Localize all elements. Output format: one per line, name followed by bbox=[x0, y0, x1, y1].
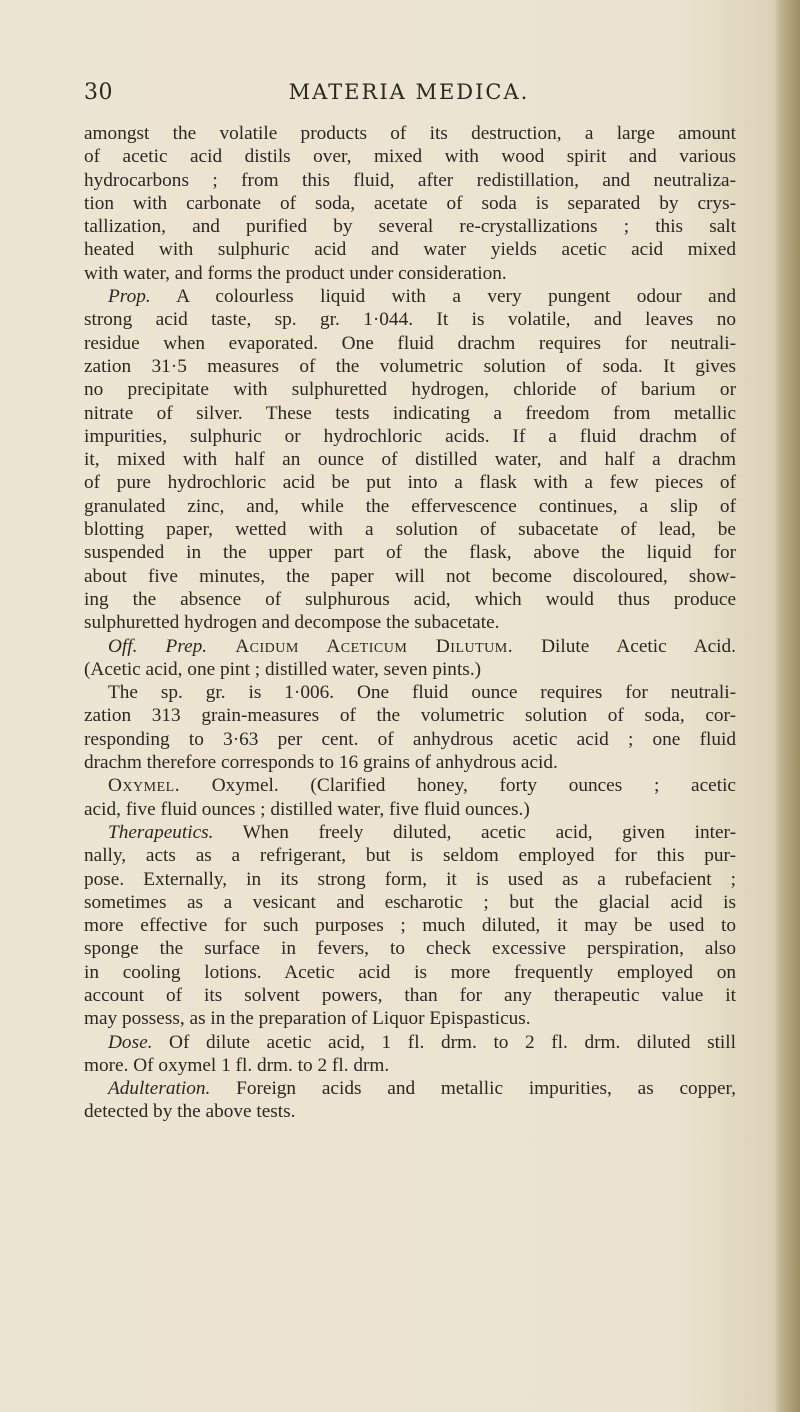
page-edge-shadow bbox=[774, 0, 800, 1412]
text-line bbox=[84, 238, 736, 261]
text-run: of pure hydrochloric acid be put into a flask with a few pieces of bbox=[84, 472, 736, 494]
text-line bbox=[84, 192, 736, 215]
text-line bbox=[84, 1007, 736, 1030]
italic-heading: Off. Prep. bbox=[108, 635, 208, 657]
text-line bbox=[84, 1054, 736, 1077]
text-run: sponge the surface in fevers, to check excessive perspiration, also bbox=[84, 938, 736, 960]
text-line bbox=[84, 937, 736, 960]
text-run: tion with carbonate of soda, acetate of soda is separated by crys- bbox=[84, 192, 736, 214]
text-line bbox=[84, 308, 736, 331]
text-run: (Acetic acid, one pint ; distilled water, seven pints.) bbox=[84, 658, 482, 680]
text-line bbox=[84, 1077, 736, 1100]
running-head: MATERIA MEDICA. bbox=[288, 80, 530, 104]
text-line bbox=[84, 448, 736, 471]
text-line bbox=[84, 635, 736, 658]
text-run: sulphuretted hydrogen and decompose the subacetate. bbox=[84, 612, 500, 634]
text-run: amongst the volatile products of its destruction, a large amount bbox=[84, 123, 736, 144]
page-header bbox=[84, 80, 734, 112]
text-line bbox=[84, 1031, 736, 1054]
text-run: Foreign acids and metallic impurities, as copper, bbox=[210, 1078, 736, 1100]
text-run: more effective for such purposes ; much diluted, it may be used to bbox=[84, 915, 736, 937]
text-run: The sp. gr. is 1·006. One fluid ounce requires for neutrali- bbox=[108, 682, 736, 704]
text-line bbox=[84, 378, 736, 401]
text-run: nally, acts as a refrigerant, but is seldom employed for this pur- bbox=[84, 845, 736, 867]
text-line bbox=[84, 751, 736, 774]
text-run: may possess, as in the preparation of Liquor Epispasticus. bbox=[84, 1008, 531, 1030]
text-run: strong acid taste, sp. gr. 1·044. It is volatile, and leaves no bbox=[84, 309, 736, 331]
text-run: ing the absence of sulphurous acid, which would thus produce bbox=[84, 588, 736, 610]
text-line bbox=[84, 704, 736, 727]
text-run: in cooling lotions. Acetic acid is more frequently employed on bbox=[84, 961, 736, 983]
text-line bbox=[84, 332, 736, 355]
text-line bbox=[84, 798, 736, 821]
text-line bbox=[84, 541, 736, 564]
text-run: residue when evaporated. One fluid drachm requires for neutrali- bbox=[84, 332, 736, 354]
text-run: account of its solvent powers, than for any therapeutic value it bbox=[84, 984, 736, 1006]
text-run: acid, five fluid ounces ; distilled water, five fluid ounces.) bbox=[84, 798, 530, 820]
text-line bbox=[84, 774, 736, 797]
text-line bbox=[84, 658, 736, 681]
italic-heading: Dose. bbox=[108, 1031, 153, 1053]
text-run: pose. Externally, in its strong form, it is used as a rubefacient ; bbox=[84, 868, 736, 890]
text-line bbox=[84, 518, 736, 541]
text-line bbox=[84, 1100, 736, 1123]
text-run: heated with sulphuric acid and water yields acetic acid mixed bbox=[84, 239, 736, 261]
page-number: 30 bbox=[84, 80, 113, 105]
text-line bbox=[84, 169, 736, 192]
text-run: nitrate of silver. These tests indicating a freedom from metallic bbox=[84, 402, 736, 424]
text-run: suspended in the upper part of the flask, above the liquid for bbox=[84, 542, 736, 564]
body-text bbox=[84, 122, 736, 1124]
text-line bbox=[84, 215, 736, 238]
italic-heading: Adulteration. bbox=[108, 1078, 211, 1100]
text-line bbox=[84, 565, 736, 588]
text-run: more. Of oxymel 1 fl. drm. to 2 fl. drm. bbox=[84, 1054, 390, 1076]
text-line bbox=[84, 588, 736, 611]
text-line bbox=[84, 961, 736, 984]
text-line bbox=[84, 355, 736, 378]
text-line bbox=[84, 145, 736, 168]
text-run: Dilute Acetic Acid. bbox=[513, 635, 736, 657]
italic-heading: Therapeutics. bbox=[108, 821, 214, 843]
text-run: sometimes as a vesicant and escharotic ; but the glacial acid is bbox=[84, 891, 736, 913]
text-line bbox=[84, 681, 736, 704]
text-run: tallization, and purified by several re-crystallizations ; this salt bbox=[84, 216, 736, 238]
text-run: When freely diluted, acetic acid, given inter- bbox=[213, 821, 736, 843]
text-run: it, mixed with half an ounce of distilled water, and half a drachm bbox=[84, 449, 736, 471]
text-run: with water, and forms the product under consideration. bbox=[84, 262, 507, 284]
text-run bbox=[207, 636, 235, 657]
text-run: hydrocarbons ; from this fluid, after redistillation, and neutraliza- bbox=[84, 169, 736, 191]
text-run: detected by the above tests. bbox=[84, 1101, 296, 1123]
text-line bbox=[84, 728, 736, 751]
text-run: granulated zinc, and, while the effervescence continues, a slip of bbox=[84, 495, 736, 517]
text-run: of acetic acid distils over, mixed with wood spirit and various bbox=[84, 146, 736, 168]
text-line bbox=[84, 262, 736, 285]
text-run: about five minutes, the paper will not become discoloured, show- bbox=[84, 565, 736, 587]
text-run: A colourless liquid with a very pungent odour and bbox=[150, 286, 736, 308]
text-line bbox=[84, 821, 736, 844]
text-run: drachm therefore corresponds to 16 grains of anhydrous acid. bbox=[84, 752, 558, 774]
text-run: no precipitate with sulphuretted hydrogen, chloride of barium or bbox=[84, 379, 736, 401]
text-line bbox=[84, 122, 736, 145]
text-line bbox=[84, 914, 736, 937]
text-run: blotting paper, wetted with a solution of subacetate of lead, be bbox=[84, 519, 736, 541]
text-run: Of dilute acetic acid, 1 fl. drm. to 2 fl. drm. diluted still bbox=[152, 1031, 736, 1053]
text-line bbox=[84, 611, 736, 634]
text-line bbox=[84, 425, 736, 448]
text-line bbox=[84, 868, 736, 891]
text-line bbox=[84, 495, 736, 518]
text-run: impurities, sulphuric or hydrochloric acids. If a fluid drachm of bbox=[84, 425, 736, 447]
text-run: Oxymel. (Clarified honey, forty ounces ; acetic bbox=[180, 775, 736, 797]
text-line bbox=[84, 844, 736, 867]
small-caps-term: Acidum Aceticum Dilutum. bbox=[235, 635, 514, 657]
text-line bbox=[84, 471, 736, 494]
text-run: responding to 3·63 per cent. of anhydrous acetic acid ; one fluid bbox=[84, 728, 736, 750]
text-line bbox=[84, 984, 736, 1007]
small-caps-term: Oxymel. bbox=[108, 775, 181, 797]
text-run: zation 31·5 measures of the volumetric solution of soda. It gives bbox=[84, 355, 736, 377]
text-line bbox=[84, 402, 736, 425]
text-line bbox=[84, 285, 736, 308]
italic-heading: Prop. bbox=[108, 286, 151, 308]
text-run: zation 313 grain-measures of the volumetric solution of soda, cor- bbox=[84, 705, 736, 727]
text-line bbox=[84, 891, 736, 914]
